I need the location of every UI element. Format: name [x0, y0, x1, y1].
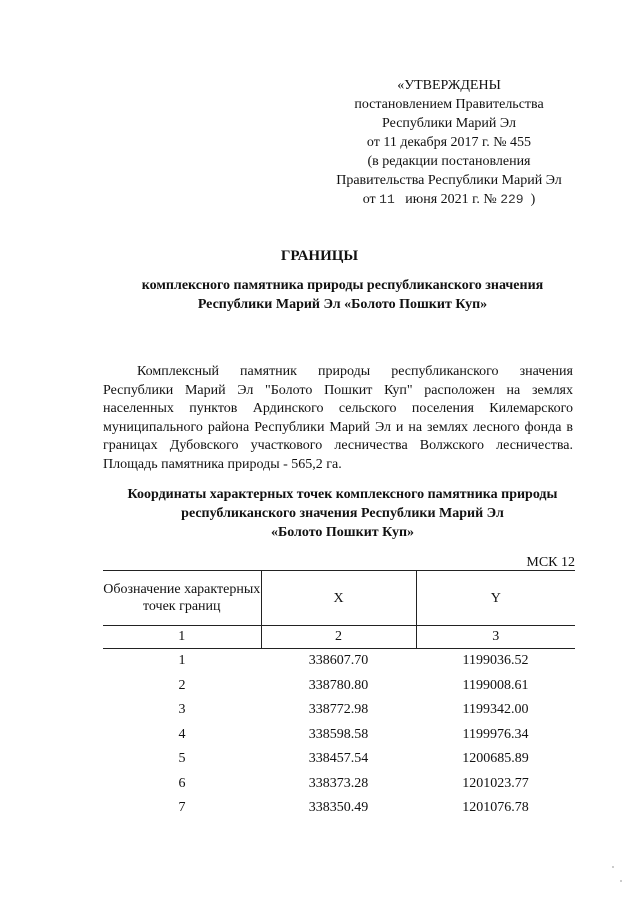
point-id: 7 [178, 800, 186, 816]
coord-y: 1199976.34 [462, 726, 529, 742]
coord-x: 338607.70 [308, 653, 369, 669]
point-id: 4 [178, 726, 186, 742]
point-id: 3 [178, 702, 186, 718]
table-row [103, 796, 575, 821]
table-column-number-row [103, 626, 575, 649]
column-number: 3 [416, 626, 575, 649]
coord-x: 338772.98 [308, 702, 369, 718]
coord-y: 1199008.61 [462, 677, 529, 693]
coord-x: 338373.28 [308, 775, 369, 791]
document-subtitle [90, 276, 595, 314]
header-x: X [261, 571, 416, 626]
table-row [103, 674, 575, 699]
coordinates-title-line: Координаты характерных точек комплексного памятника природы [127, 487, 558, 502]
coord-x: 338457.54 [308, 751, 369, 767]
coord-y: 1199342.00 [462, 702, 529, 718]
coord-y: 1200685.89 [462, 751, 529, 767]
coord-x: 338780.80 [308, 677, 369, 693]
subtitle-line: Республики Марий Эл «Болото Пошкит Куп» [197, 297, 488, 312]
coord-y: 1201076.78 [462, 800, 529, 816]
subtitle-line: комплексного памятника природы республиканского значения [141, 278, 544, 293]
table-row [103, 698, 575, 723]
column-number: 1 [103, 626, 261, 649]
approval-number: 229 [500, 192, 524, 207]
coord-x: 338598.58 [308, 726, 369, 742]
coordinates-title-line: «Болото Пошкит Куп» [270, 525, 415, 540]
header-point-designation: Обозначение характерных точек границ [103, 571, 261, 626]
table-row [103, 747, 575, 772]
coordinates-title-line: республиканского значения Республики Марий Эл [181, 506, 504, 521]
coordinate-system-label: МСК 12 [526, 555, 575, 570]
approval-line: «УТВЕРЖДЕНЫ [397, 78, 501, 93]
approval-suffix: ) [530, 192, 536, 207]
approval-day: 11 [379, 192, 395, 207]
table-row [103, 772, 575, 797]
approval-line: Республики Марий Эл [382, 116, 516, 131]
approval-stamp [318, 76, 580, 209]
approval-prefix: от [362, 192, 376, 207]
approval-line-edition-date [318, 190, 580, 209]
scan-speck [620, 880, 622, 882]
coordinates-title [90, 485, 595, 542]
table-header-row [103, 571, 575, 626]
coord-x: 338350.49 [308, 800, 369, 816]
table-row [103, 723, 575, 748]
point-id: 5 [178, 751, 186, 767]
approval-line: Правительства Республики Марий Эл [336, 173, 562, 188]
column-number: 2 [261, 626, 416, 649]
approval-line: постановлением Правительства [354, 97, 544, 112]
point-id: 1 [178, 653, 186, 669]
coord-y: 1201023.77 [462, 775, 529, 791]
document-title: ГРАНИЦЫ [280, 248, 359, 264]
approval-mid: июня 2021 г. № [405, 192, 497, 207]
scan-speck [612, 866, 614, 868]
header-y: Y [416, 571, 575, 626]
coordinates-table [103, 570, 575, 821]
point-id: 6 [178, 775, 186, 791]
table-row [103, 649, 575, 674]
point-id: 2 [178, 677, 186, 693]
description-paragraph: Комплексный памятник природы республиканского значения Республики Марий Эл "Болото Пошкит Куп" расположен на землях населенных пунктов Ардинского сельского поселения Килемарского муниципального района Республики Марий Эл и на землях лесного фонда в границах Дубовского участкового лесничества Волжского лесничества. Площадь памятника природы - 565,2 га. [103, 364, 573, 472]
coord-y: 1199036.52 [462, 653, 529, 669]
approval-line: от 11 декабря 2017 г. № 455 [366, 135, 532, 150]
approval-line: (в редакции постановления [367, 154, 531, 169]
